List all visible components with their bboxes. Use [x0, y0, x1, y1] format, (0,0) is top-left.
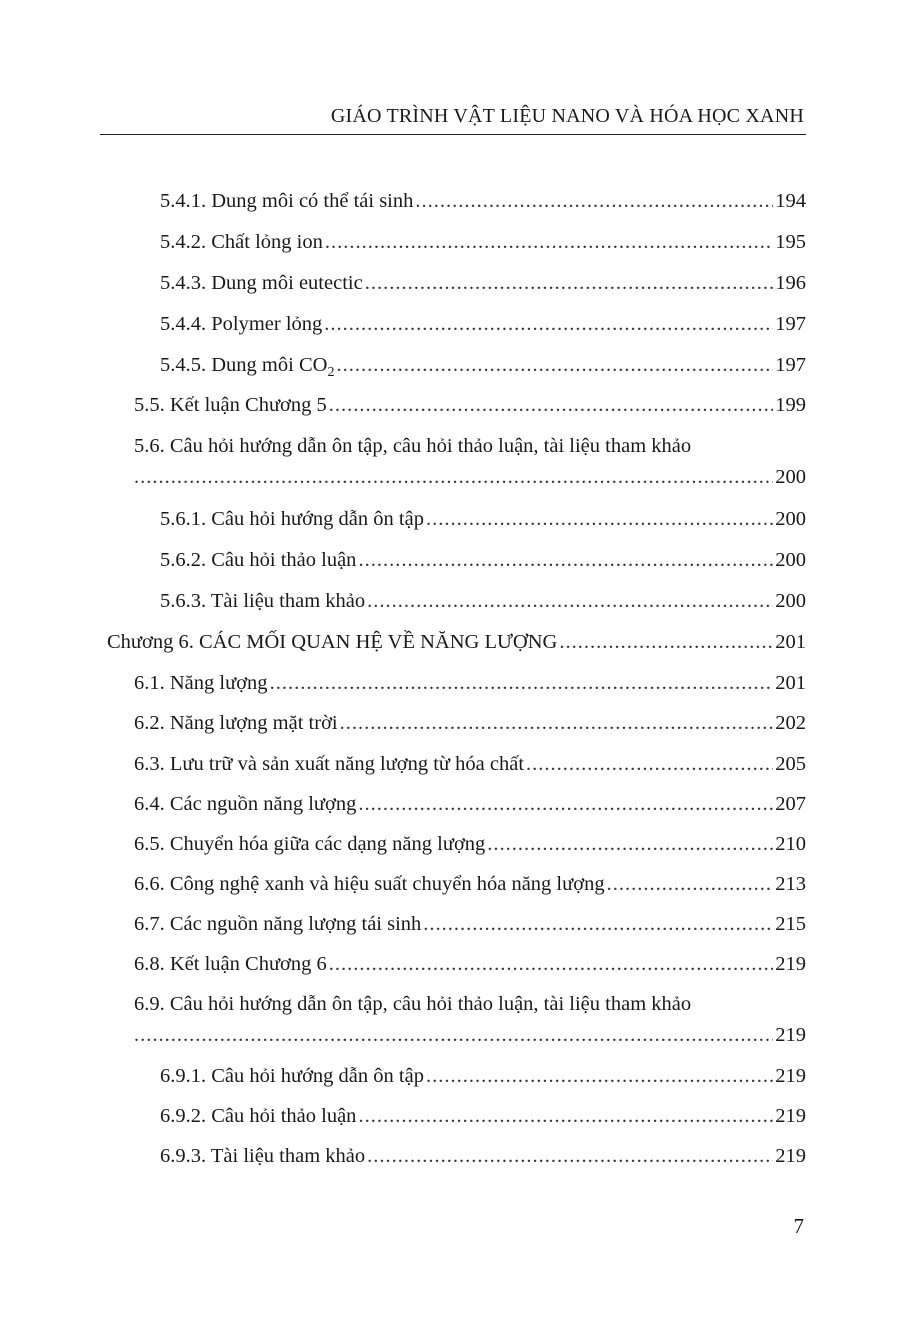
toc-entry-5-4-3 [160, 270, 806, 296]
dot-leader [324, 311, 773, 337]
toc-entry-6-3 [134, 751, 806, 777]
dot-leader [340, 710, 774, 736]
toc-entry-page: 219 [775, 1145, 806, 1167]
dot-leader [367, 588, 773, 614]
dot-leader [607, 871, 774, 897]
toc-entry-label: 5.4.4. Polymer lỏng [160, 313, 323, 335]
dot-leader [415, 188, 773, 214]
toc-entry-5-5 [134, 392, 806, 418]
toc-entry-page: 200 [775, 549, 806, 571]
toc-entry-5-6-1 [160, 506, 806, 532]
toc-entry-5-6-leader-line [134, 464, 806, 490]
dot-leader [329, 951, 773, 977]
dot-leader [134, 1022, 773, 1048]
toc-entry-label: 6.3. Lưu trữ và sản xuất năng lượng từ hóa chất [134, 753, 525, 775]
toc-entry-page: 199 [775, 394, 806, 416]
toc-entry-chapter-6 [107, 629, 806, 655]
toc-entry-6-1 [134, 670, 806, 696]
toc-entry-5-6-3 [160, 588, 806, 614]
toc-entry-6-9-3 [160, 1143, 806, 1169]
toc-entry-6-6 [134, 871, 806, 897]
dot-leader [526, 751, 773, 777]
toc-entry-6-8 [134, 951, 806, 977]
toc-entry-page: 210 [775, 833, 806, 855]
toc-entry-6-5 [134, 831, 806, 857]
toc-entry-5-6-2 [160, 547, 806, 573]
dot-leader [426, 506, 773, 532]
toc-entry-label-text: 5.4.5. Dung môi CO [160, 354, 328, 376]
toc-entry-page: 197 [775, 313, 806, 335]
toc-entry-page: 195 [775, 231, 806, 253]
toc-entry-page: 197 [775, 354, 806, 376]
toc-entry-6-9-2 [160, 1103, 806, 1129]
dot-leader [358, 791, 773, 817]
toc-entry-5-4-4 [160, 311, 806, 337]
dot-leader [336, 352, 773, 378]
toc-entry-label: 5.4.1. Dung môi có thể tái sinh [160, 190, 414, 212]
toc-entry-label: 6.9.3. Tài liệu tham khảo [160, 1145, 366, 1167]
toc-entry-6-9-label: 6.9. Câu hỏi hướng dẫn ôn tập, câu hỏi thảo luận, tài liệu tham khảo [134, 993, 692, 1015]
toc-entry-6-2 [134, 710, 806, 736]
dot-leader [325, 229, 773, 255]
toc-entry-label: 5.4.2. Chất lỏng ion [160, 231, 323, 253]
subscript-two: 2 [327, 365, 335, 381]
toc-entry-page: 196 [775, 272, 806, 294]
dot-leader [270, 670, 774, 696]
toc-entry-5-4-1 [160, 188, 806, 214]
toc-entry-label: 6.9.2. Câu hỏi thảo luận [160, 1105, 357, 1127]
toc-entry-label: 5.6.2. Câu hỏi thảo luận [160, 549, 357, 571]
toc-entry-label: 5.6.1. Câu hỏi hướng dẫn ôn tập [160, 508, 424, 530]
dot-leader [134, 464, 773, 490]
toc-entry-label: Chương 6. CÁC MỐI QUAN HỆ VỀ NĂNG LƯỢNG [107, 631, 558, 653]
toc-entry-page: 194 [775, 190, 806, 212]
dot-leader [358, 547, 773, 573]
toc-entry-label: 6.4. Các nguồn năng lượng [134, 793, 357, 815]
dot-leader [365, 270, 774, 296]
page-number: 7 [793, 1214, 804, 1238]
dot-leader [329, 392, 773, 418]
toc-entry-page: 219 [775, 1105, 806, 1127]
toc-entry-page: 201 [775, 631, 806, 653]
dot-leader [367, 1143, 773, 1169]
toc-entry-label: 6.9.1. Câu hỏi hướng dẫn ôn tập [160, 1065, 424, 1087]
toc-entry-page: 202 [775, 712, 806, 734]
toc-entry-label: 5.6.3. Tài liệu tham khảo [160, 590, 366, 612]
toc-entry-page: 215 [775, 913, 806, 935]
toc-entry-6-7 [134, 911, 806, 937]
toc-entry-label: 6.6. Công nghệ xanh và hiệu suất chuyển hóa năng lượng [134, 873, 605, 895]
toc-entry-5-4-5 [160, 352, 806, 386]
dot-leader [487, 831, 773, 857]
toc-entry-6-9-leader-line [134, 1022, 806, 1048]
toc-entry-5-6-label: 5.6. Câu hỏi hướng dẫn ôn tập, câu hỏi thảo luận, tài liệu tham khảo [134, 435, 692, 457]
toc-entry-6-4 [134, 791, 806, 817]
toc-entry-label: 6.1. Năng lượng [134, 672, 268, 694]
toc-entry-page: 205 [775, 753, 806, 775]
dot-leader [426, 1063, 773, 1089]
toc-entry-label [160, 352, 334, 386]
toc-entry-label: 6.2. Năng lượng mặt trời [134, 712, 338, 734]
toc-entry-label: 6.7. Các nguồn năng lượng tái sinh [134, 913, 422, 935]
toc-entry-5-4-2 [160, 229, 806, 255]
toc-entry-page: 201 [775, 672, 806, 694]
toc-entry-6-9-1 [160, 1063, 806, 1089]
toc-entry-page: 200 [775, 466, 806, 488]
toc-entry-page: 219 [775, 953, 806, 975]
toc-entry-page: 200 [775, 590, 806, 612]
toc-entry-label: 6.8. Kết luận Chương 6 [134, 953, 327, 975]
dot-leader [423, 911, 773, 937]
dot-leader [559, 629, 773, 655]
toc-entry-page: 213 [775, 873, 806, 895]
toc-entry-label: 6.5. Chuyển hóa giữa các dạng năng lượng [134, 833, 486, 855]
toc-entry-page: 219 [775, 1065, 806, 1087]
book-title: GIÁO TRÌNH VẬT LIỆU NANO VÀ HÓA HỌC XANH [330, 105, 804, 127]
toc-entry-label: 5.4.3. Dung môi eutectic [160, 272, 363, 294]
dot-leader [358, 1103, 773, 1129]
toc-entry-page: 219 [775, 1024, 806, 1046]
toc-entry-label: 5.5. Kết luận Chương 5 [134, 394, 327, 416]
toc-entry-page: 207 [775, 793, 806, 815]
toc-entry-page: 200 [775, 508, 806, 530]
